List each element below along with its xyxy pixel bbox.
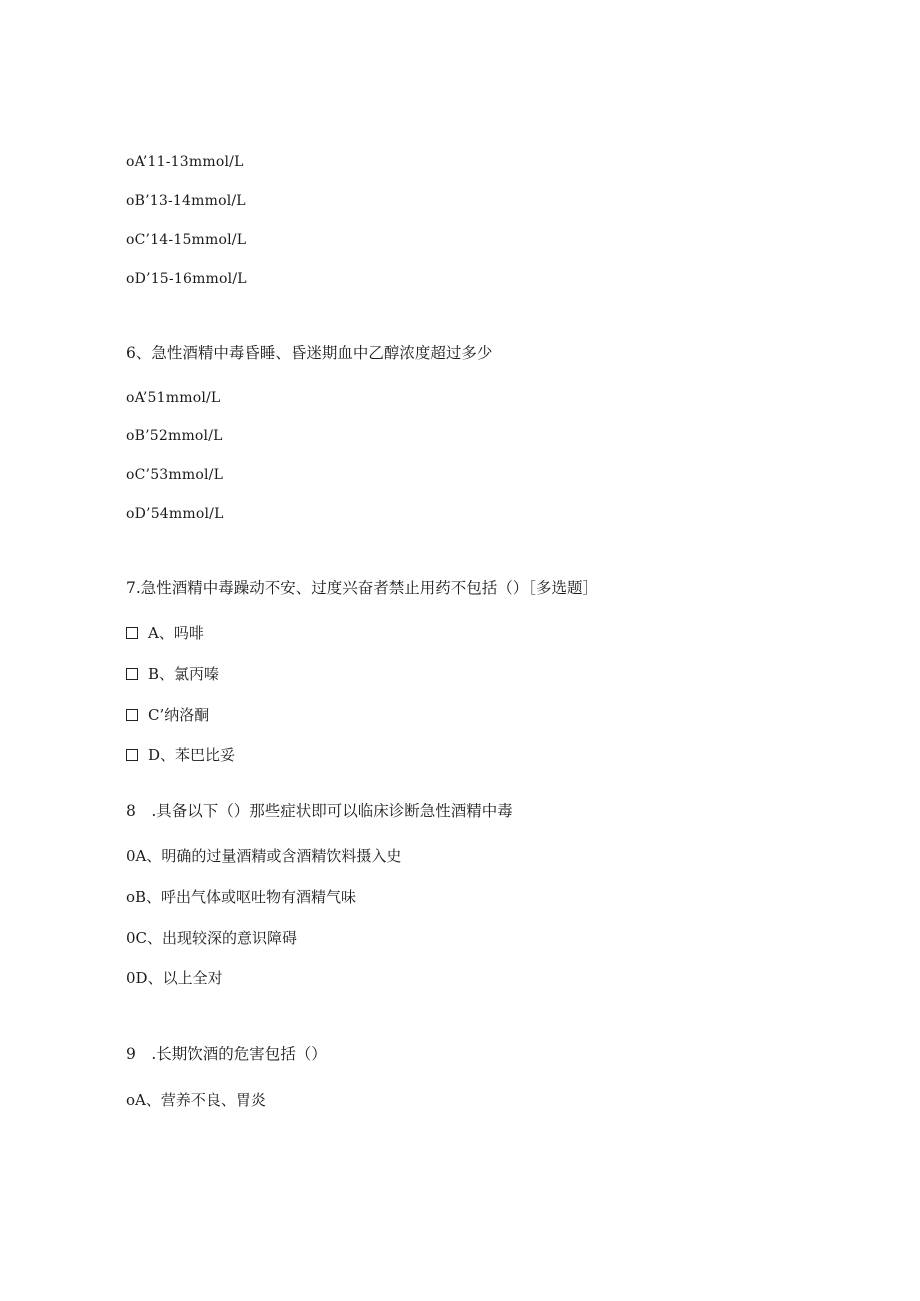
q5-option-b[interactable]: oB’13-14mmol/L	[126, 193, 246, 209]
q6-option-d[interactable]: oD’54mmol/L	[126, 506, 224, 522]
q5-option-a[interactable]: oA’11-13mmol/L	[126, 154, 244, 170]
q7-option-b-label: B、氯丙嗪	[148, 665, 220, 683]
q5-option-d[interactable]: oD’15-16mmol/L	[126, 271, 247, 287]
q7-option-a[interactable]	[126, 623, 204, 643]
q9-option-a[interactable]: oA、营养不良、胃炎	[126, 1091, 266, 1109]
q7-option-d[interactable]	[126, 745, 235, 765]
q9-question: 9 .长期饮酒的危害包括（）	[126, 1045, 327, 1063]
q8-option-a[interactable]: 0A、明确的过量酒精或含酒精饮料摄入史	[126, 847, 402, 865]
q8-option-b[interactable]: oB、呼出气体或呕吐物有酒精气味	[126, 888, 357, 906]
q7-checkbox-d[interactable]	[126, 749, 138, 761]
q5-option-c[interactable]: oC’14-15mmol/L	[126, 232, 247, 248]
q6-question: 6、急性酒精中毒昏睡、昏迷期血中乙醇浓度超过多少	[126, 344, 493, 362]
q7-option-b[interactable]	[126, 664, 219, 684]
q7-question: 7.急性酒精中毒躁动不安、过度兴奋者禁止用药不包括（）［多选题］	[126, 579, 599, 597]
q7-option-d-label: D、苯巴比妥	[148, 746, 236, 764]
q8-option-d[interactable]: 0D、以上全对	[126, 969, 223, 987]
q7-checkbox-a[interactable]	[126, 627, 138, 639]
q7-option-c-label: C’纳洛酮	[148, 706, 210, 724]
q6-option-a[interactable]: oA’51mmol/L	[126, 390, 221, 406]
q8-option-c[interactable]: 0C、出现较深的意识障碍	[126, 929, 298, 947]
q7-option-a-label: A、吗啡	[148, 624, 204, 642]
q7-checkbox-b[interactable]	[126, 668, 138, 680]
q7-checkbox-c[interactable]	[126, 709, 138, 721]
q6-option-b[interactable]: oB’52mmol/L	[126, 428, 223, 444]
q6-option-c[interactable]: oC’53mmol/L	[126, 467, 224, 483]
q8-question: 8 .具备以下（）那些症状即可以临床诊断急性酒精中毒	[126, 802, 513, 820]
q7-option-c[interactable]	[126, 705, 209, 725]
